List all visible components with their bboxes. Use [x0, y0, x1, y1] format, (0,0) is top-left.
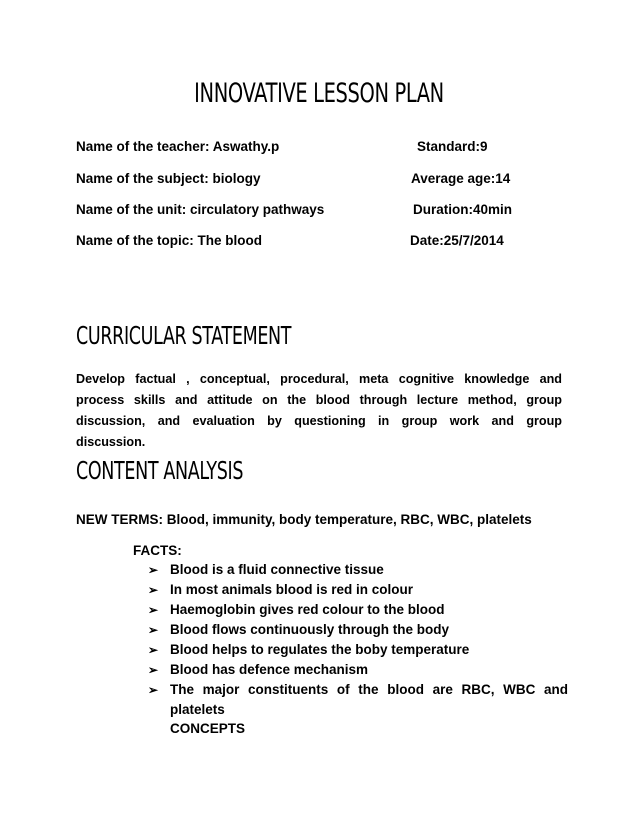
curricular-statement-heading: CURRICULAR STATEMENT [76, 321, 292, 350]
curricular-line: discussion. [76, 435, 146, 449]
page-title: INNOVATIVE LESSON PLAN [194, 78, 444, 109]
concepts-label: CONCEPTS [170, 721, 246, 736]
arrow-bullet-icon: ➢ [148, 663, 159, 677]
arrow-bullet-icon: ➢ [148, 683, 159, 697]
arrow-bullet-icon: ➢ [148, 583, 159, 597]
curricular-line: discussion, and evaluation by questioning in group work and group [76, 414, 562, 428]
list-item: ➢ Blood helps to regulates the boby temperature [148, 640, 568, 660]
arrow-bullet-icon: ➢ [148, 563, 159, 577]
curricular-statement-text [76, 369, 562, 453]
new-terms: NEW TERMS: Blood, immunity, body temperature, RBC, WBC, platelets [76, 512, 532, 527]
curricular-line: Develop factual , conceptual, procedural, meta cognitive knowledge and [76, 372, 562, 386]
subject-name: Name of the subject: biology [76, 171, 261, 186]
facts-label: FACTS: [133, 543, 182, 558]
arrow-bullet-icon: ➢ [148, 643, 159, 657]
facts-list [148, 560, 568, 720]
list-item: ➢ In most animals blood is red in colour [148, 580, 568, 600]
arrow-bullet-icon: ➢ [148, 603, 159, 617]
arrow-bullet-icon: ➢ [148, 623, 159, 637]
unit-name: Name of the unit: circulatory pathways [76, 202, 325, 217]
curricular-line: process skills and attitude on the blood through lecture method, group [76, 393, 562, 407]
list-item: ➢ The major constituents of the blood are RBC, WBC and platelets [148, 682, 568, 717]
average-age: Average age:14 [411, 171, 511, 186]
standard: Standard:9 [417, 139, 488, 154]
list-item: ➢ Blood flows continuously through the body [148, 620, 568, 640]
list-item: ➢ Blood is a fluid connective tissue [148, 560, 568, 580]
list-item: ➢ Haemoglobin gives red colour to the blood [148, 600, 568, 620]
duration: Duration:40min [413, 202, 513, 217]
content-analysis-heading: CONTENT ANALYSIS [76, 456, 244, 485]
teacher-name: Name of the teacher: Aswathy.p [76, 139, 280, 154]
date: Date:25/7/2014 [410, 233, 504, 248]
topic-name: Name of the topic: The blood [76, 233, 262, 248]
list-item: ➢ Blood has defence mechanism [148, 660, 568, 680]
